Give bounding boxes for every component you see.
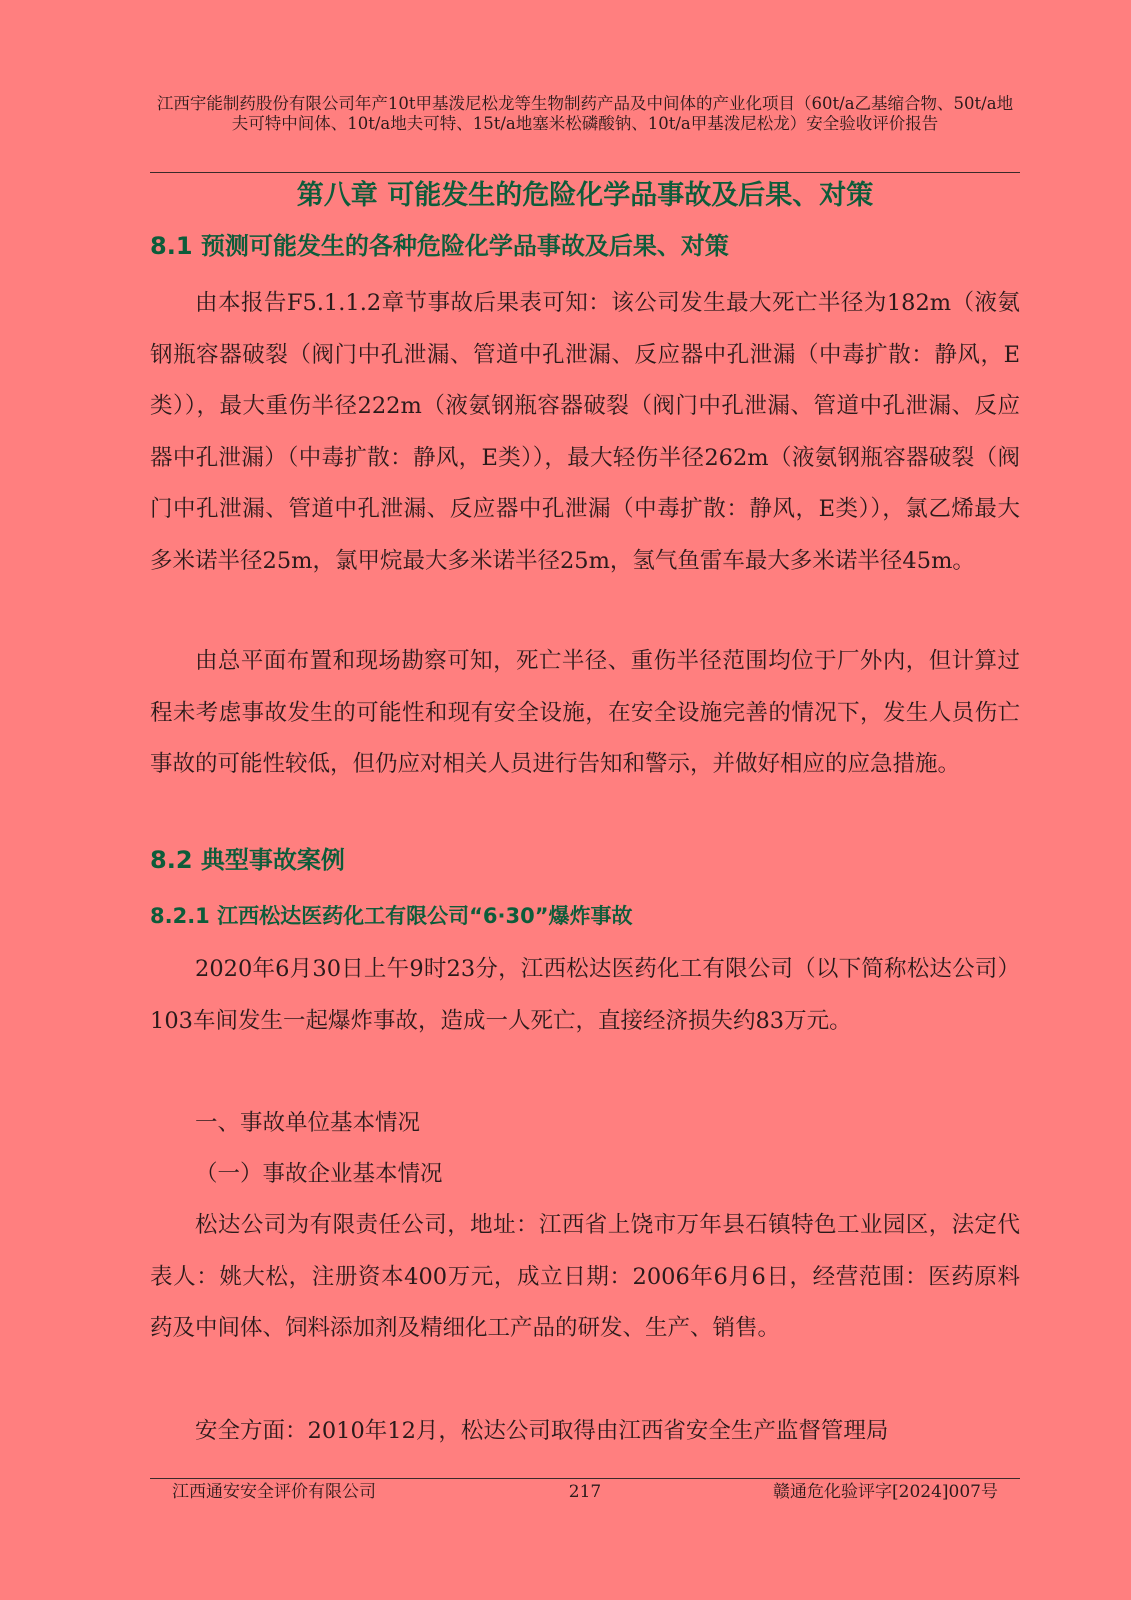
footer-divider [150, 1478, 1020, 1479]
section-heading-8-1: 8.1 预测可能发生的各种危险化学品事故及后果、对策 [150, 232, 729, 260]
list-heading-company-info: （一）事故企业基本情况 [195, 1161, 443, 1187]
chapter-title: 第八章 可能发生的危险化学品事故及后果、对策 [296, 180, 874, 211]
subsection-heading-8-2-1: 8.2.1 江西松达医药化工有限公司“6·30”爆炸事故 [150, 904, 633, 928]
paragraph-company-details: 松达公司为有限责任公司，地址：江西省上饶市万年县石镇特色工业园区，法定代表人：姚大松，注册资本400万元，成立日期：2006年6月6日，经营范围：医药原料药及中间体、饲料添加剂及精细化工产品的研发、生产、销售。 [150, 1212, 1020, 1341]
footer-company: 江西通安安全评价有限公司 [172, 1482, 376, 1502]
paragraph-layout-survey: 由总平面布置和现场勘察可知，死亡半径、重伤半径范围均位于厂外内，但计算过程未考虑事故发生的可能性和现有安全设施，在安全设施完善的情况下，发生人员伤亡事故的可能性较低，但仍应对相关人员进行告知和警示，并做好相应的应急措施。 [150, 648, 1020, 777]
section-heading-8-2: 8.2 典型事故案例 [150, 846, 345, 874]
document-number: 赣通危化验评字[2024]007号 [773, 1482, 998, 1502]
header-divider [150, 172, 1020, 173]
list-heading-basic-info: 一、事故单位基本情况 [195, 1110, 421, 1136]
running-header: 江西宇能制药股份有限公司年产10t甲基泼尼松龙等生物制药产品及中间体的产业化项目（60t/a乙基缩合物、50t/a地夫可特中间体、10t/a地夫可特、15t/a地塞米松磷酸钠、10t/a甲基泼尼松龙）安全验收评价报告 [156, 94, 1014, 133]
paragraph-accident-summary: 2020年6月30日上午9时23分，江西松达医药化工有限公司（以下简称松达公司）103车间发生一起爆炸事故，造成一人死亡，直接经济损失约83万元。 [150, 956, 1020, 1034]
page-number: 217 [568, 1482, 602, 1502]
paragraph-accident-consequences: 由本报告F5.1.1.2章节事故后果表可知：该公司发生最大死亡半径为182m（液氨钢瓶容器破裂（阀门中孔泄漏、管道中孔泄漏、反应器中孔泄漏（中毒扩散：静风，E类）），最大重伤半径222m（液氨钢瓶容器破裂（阀门中孔泄漏、管道中孔泄漏、反应器中孔泄漏）（中毒扩散：静风，E类）），最大轻伤半径262m（液氨钢瓶容器破裂（阀门中孔泄漏、管道中孔泄漏、反应器中孔泄漏（中毒扩散：静风，E类）），氯乙烯最大多米诺半径25m，氯甲烷最大多米诺半径25m，氢气鱼雷车最大多米诺半径45m。 [150, 290, 1020, 574]
paragraph-safety-aspect: 安全方面：2010年12月，松达公司取得由江西省安全生产监督管理局 [195, 1418, 889, 1444]
page-footer [150, 1480, 1020, 1504]
